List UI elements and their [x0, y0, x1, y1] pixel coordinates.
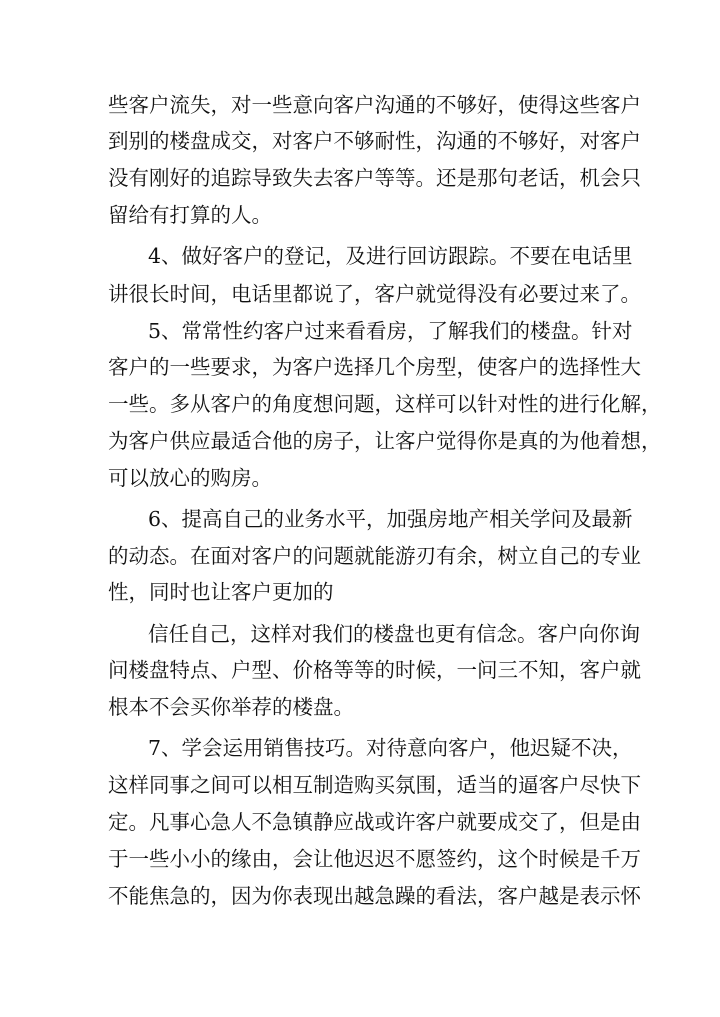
- text-line: 4、做好客户的登记，及进行回访跟踪。不要在电话里: [148, 244, 633, 268]
- text-line: 根本不会买你举荐的楼盘。: [108, 695, 354, 719]
- text-line: 的动态。在面对客户的问题就能游刃有余，树立自己的专业: [108, 544, 641, 568]
- text-line: 到别的楼盘成交，对客户不够耐性，沟通的不够好，对客户: [108, 129, 641, 153]
- text-line: 不能焦急的，因为你表现出越急躁的看法，客户越是表示怀: [108, 884, 641, 908]
- text-line: 留给有打算的人。: [108, 203, 272, 227]
- text-line: 些客户流失，对一些意向客户沟通的不够好，使得这些客户: [108, 93, 641, 117]
- text-line: 信任自己，这样对我们的楼盘也更有信念。客户向你询: [148, 622, 640, 646]
- text-line: 问楼盘特点、户型、价格等等的时候，一问三不知，客户就: [108, 658, 641, 682]
- text-line: 定。凡事心急人不急镇静应战或许客户就要成交了，但是由: [108, 810, 641, 834]
- text-line: 讲很长时间，电话里都说了，客户就觉得没有必要过来了。: [108, 282, 641, 306]
- text-line: 为客户供应最适合他的房子，让客户觉得你是真的为他着想，: [108, 429, 662, 453]
- text-line: 一些。多从客户的角度想问题，这样可以针对性的进行化解，: [108, 392, 662, 416]
- text-line: 客户的一些要求，为客户选择几个房型，使客户的选择性大: [108, 355, 641, 379]
- text-line: 6、提高自己的业务水平，加强房地产相关学问及最新: [148, 507, 633, 531]
- text-line: 5、常常性约客户过来看看房，了解我们的楼盘。针对: [148, 319, 633, 343]
- text-line: 性，同时也让客户更加的: [108, 580, 334, 604]
- text-line: 没有刚好的追踪导致失去客户等等。还是那句老话，机会只: [108, 166, 641, 190]
- text-line: 于一些小小的缘由，会让他迟迟不愿签约，这个时候是千万: [108, 847, 641, 871]
- text-line: 这样同事之间可以相互制造购买氛围，适当的逼客户尽快下: [108, 773, 641, 797]
- text-line: 可以放心的购房。: [108, 466, 272, 490]
- text-line: 7、学会运用销售技巧。对待意向客户，他迟疑不决，: [148, 736, 633, 760]
